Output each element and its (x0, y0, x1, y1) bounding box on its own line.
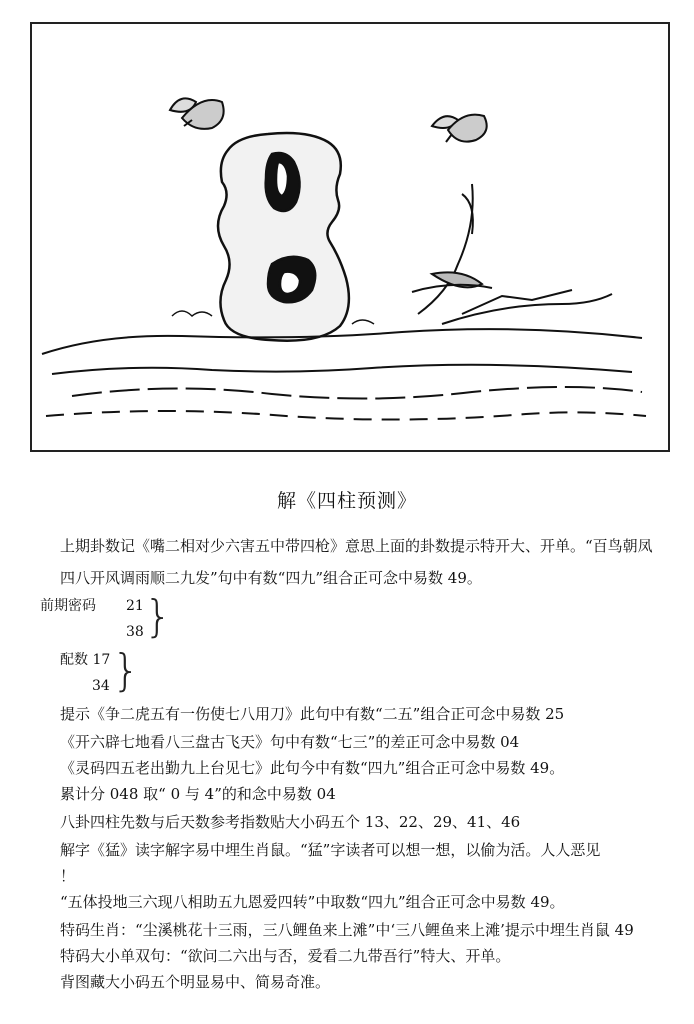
prev-code-label: 前期密码 (40, 598, 96, 614)
hint-line-4: 累计分 048 取“ 0 与 4”的和念中易数 04 (60, 785, 336, 803)
water-icon (42, 329, 646, 419)
illustration-frame (30, 22, 670, 452)
pei-b: 34 (92, 678, 110, 694)
pei-label: 配数 17 (60, 652, 111, 668)
rock-eight-icon (218, 133, 349, 341)
illustration (32, 24, 668, 450)
hint-line-2: 《开六辟七地看八三盘古飞天》句中有数“七三”的差正可念中易数 04 (60, 733, 520, 751)
prev-code-a: 21 (126, 598, 144, 614)
para1-line1: 上期卦数记《嘴二相对少六害五中带四枪》意思上面的卦数提示特开大、开单。“百鸟朝凤 (60, 537, 653, 555)
butterfly-icon (432, 115, 487, 142)
para1-line2: 四八开风调雨顺二九发”句中有数“四九”组合正可念中易数 49。 (60, 569, 482, 587)
page-title: 解《四柱预测》 (276, 490, 417, 512)
tema-daxiao-line: 特码大小单双句：“欲问二六出与否，爱看二九带吾行”特大、开单。 (60, 947, 511, 965)
tema-shengxiao-line: 特码生肖：“尘溪桃花十三雨，三八鲤鱼来上滩”中‘三八鲤鱼来上滩’提示中埋生肖鼠 49 (60, 921, 634, 939)
brace-icon: } (144, 591, 172, 642)
jiezi-line-1: 解字《猛》读字解字易中埋生肖鼠。“猛”字读者可以想一想，以偷为活。人人恶见 (60, 841, 601, 859)
jiezi-line-2: ！ (60, 867, 76, 885)
prev-code-b: 38 (126, 624, 144, 640)
plant-icon (412, 184, 612, 324)
hint-line-3: 《灵码四五老出勤九上台见七》此句今中有数“四九”组合正可念中易数 49。 (60, 759, 565, 777)
beitu-line: 背图藏大小码五个明显易中、简易奇准。 (60, 973, 331, 991)
hint-line-1: 提示《争二虎五有一伤使七八用刀》此句中有数“二五”组合正可念中易数 25 (60, 705, 565, 723)
butterfly-icon (170, 98, 224, 128)
bagua-line: 八卦四柱先数与后天数参考指数贴大小码五个 13、22、29、41、46 (60, 813, 521, 831)
brace-icon: } (112, 645, 140, 696)
wuti-line: “五体投地三六现八相助五九恩爱四转”中取数“四九”组合正可念中易数 49。 (60, 893, 565, 911)
